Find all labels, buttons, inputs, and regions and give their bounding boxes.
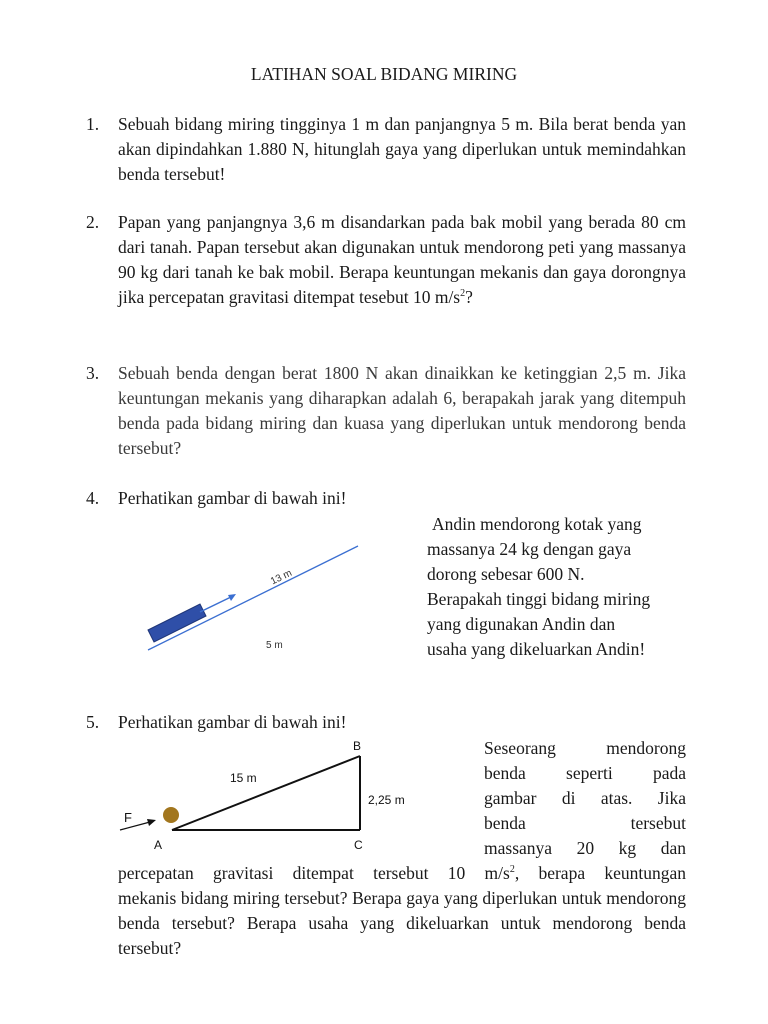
question-5-superscript: 2	[509, 864, 515, 876]
question-4-side-line: Berapakah tinggi bidang miring	[427, 589, 651, 609]
question-4-side-line: Andin mendorong kotak yang	[432, 514, 642, 534]
question-4-side-line: massanya 24 kg dengan gaya	[427, 539, 632, 559]
question-5-side-line: Seseorang mendorong	[484, 738, 686, 758]
question-4-side-line: dorong sebesar 600 N.	[427, 564, 585, 584]
question-3-number: 3.	[86, 363, 100, 383]
question-4-side-line: usaha yang dikeluarkan Andin!	[427, 639, 646, 659]
question-2-superscript: 2	[460, 288, 466, 300]
question-5-side-line: massanya 20 kg dan	[484, 838, 686, 858]
question-5-number: 5.	[86, 712, 100, 732]
question-4-number: 4.	[86, 488, 100, 508]
page-title: LATIHAN SOAL BIDANG MIRING	[250, 64, 518, 84]
question-5-side-line: gambar di atas. Jika	[484, 788, 686, 808]
question-5-cont-body: percepatan gravitasi ditempat tersebut 10 m/s	[118, 863, 510, 883]
question-5-figure	[110, 734, 430, 854]
question-4-figure	[140, 538, 370, 658]
slope-length-label: 13 m	[268, 567, 294, 588]
slope-length-label: 15 m	[230, 771, 257, 785]
question-1-number: 1.	[86, 114, 100, 134]
object-ball	[163, 807, 179, 823]
base-length-label: 5 m	[266, 640, 283, 651]
question-5-side-line: benda seperti pada	[484, 763, 686, 783]
question-2-end: ?	[465, 287, 473, 307]
question-5-continuation-line	[118, 861, 686, 886]
question-4-side-line: yang digunakan Andin dan	[427, 614, 616, 634]
question-5-continuation: mekanis bidang miring tersebut? Berapa gaya yang diperlukan untuk mendorong benda tersebut? Berapa usaha yang dikeluarkan untuk mendorong benda tersebut?	[118, 888, 686, 958]
incline-line	[148, 546, 358, 650]
question-2-body: Papan yang panjangnya 3,6 m disandarkan pada bak mobil yang berada 80 cm dari tanah. Papan tersebut akan digunakan untuk mendorong peti yang massanya 90 kg dari tanah ke bak mobil. Berapa keuntungan mekanis dan gaya dorongnya jika percepatan gravitasi ditempat tesebut 10 m/s	[118, 212, 686, 307]
force-arrow-head	[147, 819, 156, 826]
incline-hypotenuse	[172, 756, 360, 830]
vertex-a-label: A	[154, 838, 163, 852]
force-label: F	[124, 810, 132, 825]
question-2-text	[118, 210, 686, 310]
question-5-cont-end: , berapa keuntungan	[514, 863, 687, 883]
question-2-number: 2.	[86, 212, 100, 232]
question-4-intro: Perhatikan gambar di bawah ini!	[118, 488, 347, 508]
push-arrow	[200, 596, 233, 612]
height-label: 2,25 m	[368, 793, 405, 807]
vertex-c-label: C	[354, 838, 363, 852]
question-1-text: Sebuah bidang miring tingginya 1 m dan panjangnya 5 m. Bila berat benda yan akan dipindahkan 1.880 N, hitunglah gaya yang diperlukan untuk memindahkan benda tersebut!	[118, 114, 686, 184]
question-3-text: Sebuah benda dengan berat 1800 N akan dinaikkan ke ketinggian 2,5 m. Jika keuntungan mekanis yang diharapkan adalah 6, berapakah jarak yang ditempuh benda pada bidang miring dan kuasa yang diperlukan untuk mendorong benda tersebut?	[118, 363, 686, 458]
question-5-side-line: benda tersebut	[484, 813, 686, 833]
question-5-intro: Perhatikan gambar di bawah ini!	[118, 712, 347, 732]
vertex-b-label: B	[353, 739, 362, 753]
